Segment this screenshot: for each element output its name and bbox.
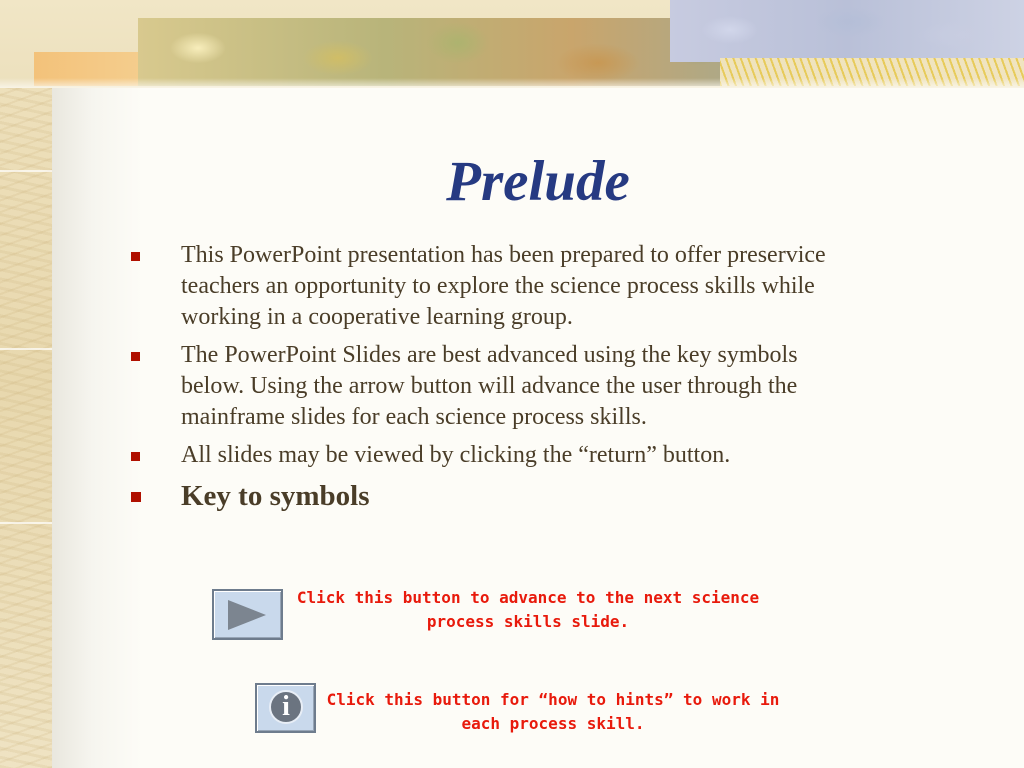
bullet-text: All slides may be viewed by clicking the “return” button. (181, 442, 731, 468)
bullet-square-icon (131, 452, 140, 461)
bullet-text: The PowerPoint Slides are best advanced using the key symbols below. Using the arrow button will advance the user through the mainframe slides for each science process skills. (181, 342, 798, 430)
info-icon: i (269, 690, 303, 724)
header-banner (0, 0, 1024, 88)
hints-button[interactable] (255, 683, 316, 733)
bullet-text: This PowerPoint presentation has been prepared to offer preservice teachers an opportunity to explore the science process skills while working in a cooperative learning group. (181, 242, 826, 330)
advance-description-line2: process skills slide. (426, 612, 630, 631)
advance-description-line1: Click this button to advance to the next science (296, 588, 760, 607)
stone-texture (670, 0, 1024, 62)
bullet-square-icon (131, 252, 140, 261)
leaves-image (138, 18, 758, 86)
advance-button[interactable] (212, 589, 283, 640)
advance-description (283, 586, 773, 634)
slide-title: Prelude (446, 150, 630, 213)
bullet-item-key-heading (126, 478, 846, 514)
bullet-square-icon (131, 492, 141, 502)
bullet-item (126, 340, 846, 433)
hints-description (318, 688, 788, 736)
bullet-square-icon (131, 352, 140, 361)
bullet-item (126, 440, 846, 471)
hints-description-line2: each process skill. (461, 714, 645, 733)
right-arrow-icon (228, 600, 266, 630)
bullet-list (126, 240, 846, 514)
hints-description-line1: Click this button for “how to hints” to work in (326, 690, 780, 709)
parchment-strip (0, 0, 52, 768)
bullet-text: Key to symbols (181, 480, 370, 512)
bullet-item (126, 240, 846, 333)
